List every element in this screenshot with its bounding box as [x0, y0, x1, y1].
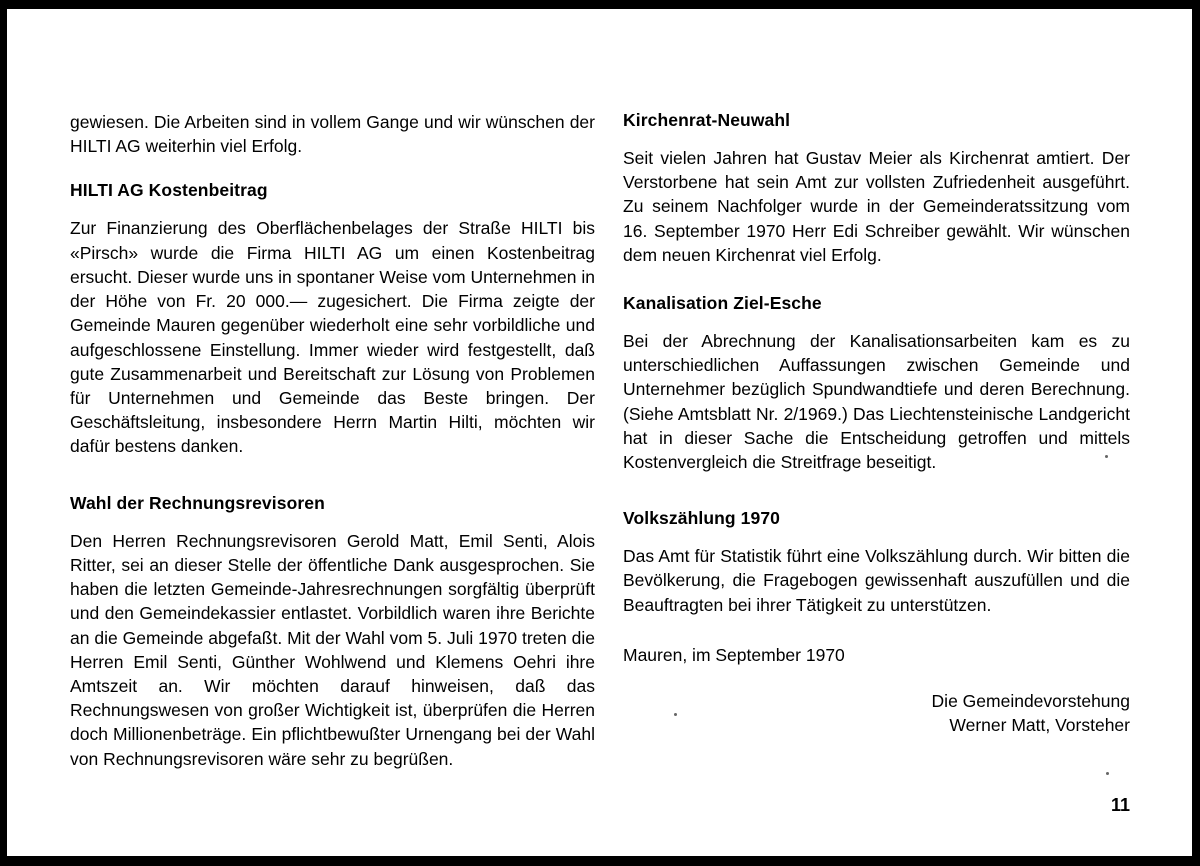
- signature-name: Werner Matt, Vorsteher: [949, 715, 1130, 736]
- continued-paragraph: gewiesen. Die Arbeiten sind in vollem Gange und wir wünschen der HILTI AG weiterhin viel Erfolg.: [70, 112, 595, 157]
- section-paragraph-wahl-rechnungsrevisoren: Den Herren Rechnungsrevisoren Gerold Matt, Emil Senti, Alois Ritter, sei an dieser Stelle der öffentliche Dank ausgesprochen. Sie haben die letzten Gemeinde-Jahresrechnungen sorgfältig überprüft und den Gemeindekassier entlastet. Vorbildlich waren ihre Berichte an die Gemeinde abgefaßt. Mit der Wahl vom 5. Juli 1970 treten die Herren Emil Senti, Günther Wohlwend und Klemens Oehri ihre Amtszeit an. Wir möchten darauf hinweisen, daß das Rechnungswesen von großer Wichtigkeit ist, überprüfen die Herren doch Millionenbeträge. Ein pflichtbewußter Urnengang bei der Wahl von Rechnungsrevisoren wäre sehr zu begrüßen.: [70, 530, 595, 769]
- signature-authority: Die Gemeindevorstehung: [931, 691, 1130, 712]
- place-date: Mauren, im September 1970: [623, 644, 845, 665]
- section-heading-hilti-kostenbeitrag: HILTI AG Kostenbeitrag: [70, 180, 268, 201]
- signature-lines: [623, 689, 1130, 737]
- scan-border-left: [0, 0, 7, 866]
- section-heading-wahl-rechnungsrevisoren: Wahl der Rechnungsrevisoren: [70, 492, 325, 513]
- section-paragraph-volkszaehlung-1970: Das Amt für Statistik führt eine Volkszählung durch. Wir bitten die Bevölkerung, die Fragebogen gewissenhaft auszufüllen und die Beauftragten bei ihrer Tätigkeit zu unterstützen.: [623, 546, 1130, 615]
- scan-border-top: [0, 0, 1200, 9]
- section-heading-kanalisation-ziel-esche: Kanalisation Ziel-Esche: [623, 293, 822, 314]
- section-paragraph-kirchenrat-neuwahl: Seit vielen Jahren hat Gustav Meier als Kirchenrat amtiert. Der Verstorbene hat sein Amt zur vollsten Zufriedenheit ausgeführt. Zu seinem Nachfolger wurde in der Gemeinderatssitzung vom 16. September 1970 Herr Edi Schreiber gewählt. Wir wünschen dem neuen Kirchenrat viel Erfolg.: [623, 147, 1130, 265]
- signature-block: [623, 643, 1130, 738]
- section-heading-volkszaehlung-1970: Volkszählung 1970: [623, 508, 780, 529]
- section-paragraph-kanalisation-ziel-esche: Bei der Abrechnung der Kanalisationsarbeiten kam es zu unterschiedlichen Auffassungen zwischen Gemeinde und Unternehmer bezüglich Spundwandtiefe und deren Berechnung. (Siehe Amtsblatt Nr. 2/1969.) Das Liechtensteinische Landgericht hat in dieser Sache die Entscheidung getroffen und mittels Kostenvergleich die Streitfrage beseitigt.: [623, 330, 1130, 473]
- right-column: [623, 110, 1130, 738]
- section-spacer: [623, 496, 1130, 508]
- section-heading-kirchenrat-neuwahl: Kirchenrat-Neuwahl: [623, 110, 791, 130]
- section-paragraph-hilti-kostenbeitrag: Zur Finanzierung des Oberflächenbelages der Straße HILTI bis «Pirsch» wurde die Firma HILTI AG um einen Kostenbeitrag ersucht. Dieser wurde uns in spontaner Weise vom Unternehmen in der Höhe von Fr. 20 000.— zugesichert. Die Firma zeigte der Gemeinde Mauren gegenüber wiederholt eine sehr vorbildliche und aufgeschlossene Einstellung. Immer wieder wird festgestellt, daß gute Zusammenarbeit und Bereitschaft zur Lösung von Problemen für Unternehmen und Gemeinde das Beste bringen. Der Geschäftsleitung, insbesondere Herrn Martin Hilti, möchten wir dafür bestens danken.: [70, 218, 595, 457]
- section-spacer: [70, 481, 595, 493]
- page-content: [70, 110, 1130, 810]
- left-column: [70, 110, 595, 771]
- scan-border-bottom: [0, 856, 1200, 866]
- page-number: 11: [1110, 795, 1130, 815]
- scan-border-right: [1192, 0, 1200, 866]
